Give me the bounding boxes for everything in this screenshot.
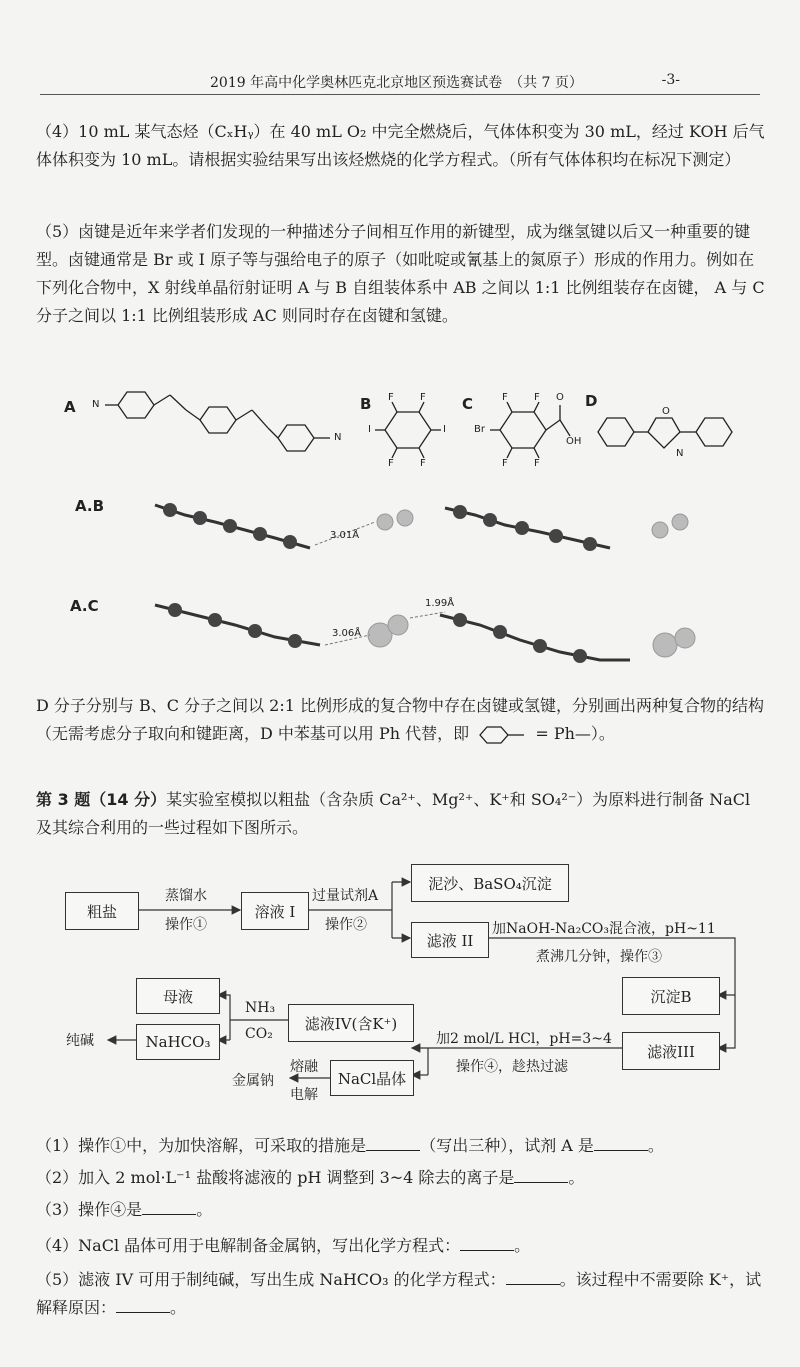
box-nahco3: NaHCO₃ (136, 1024, 220, 1060)
label-c: C (462, 395, 474, 413)
box-solution-1: 溶液 I (241, 892, 309, 930)
box-mother-liquor: 母液 (136, 978, 220, 1014)
sq2-post: 。 (568, 1168, 585, 1187)
text-operation-2: 操作② (325, 917, 367, 933)
answer-blank[interactable] (460, 1236, 514, 1251)
atom-oh-c: OH (566, 436, 582, 447)
followup-text: D 分子分别与 B、C 分子之间以 2:1 比例形成的复合物中存在卤键或氢键，分别画出两种复合物的结构（无需考虑分子取向和键距离，D 中苯基可以用 Ph 代替，即 (36, 696, 765, 743)
text-operation-4: 操作④，趁热过滤 (456, 1059, 568, 1075)
answer-blank[interactable] (594, 1136, 648, 1151)
sq5-post: 。 (170, 1298, 187, 1317)
atom-i-b1: I (368, 424, 371, 435)
label-b: B (360, 395, 372, 413)
atom-n-a1: N (92, 399, 100, 410)
atom-o-d: O (662, 406, 670, 417)
sq1-post: 。 (647, 1136, 664, 1155)
atom-f-b4: F (420, 458, 426, 469)
subquestion-3 (36, 1196, 768, 1224)
box-filtrate-3: 滤液III (622, 1032, 720, 1070)
header-title: 2019 年高中化学奥林匹克北京地区预选赛试卷 （共 7 页） (210, 75, 583, 91)
label-a: A (64, 398, 76, 416)
atom-f-c3: F (502, 458, 508, 469)
atom-f-c1: F (502, 392, 508, 403)
subquestion-1 (36, 1132, 768, 1160)
answer-blank[interactable] (506, 1270, 560, 1285)
box-nacl-crystal: NaCl晶体 (330, 1060, 414, 1096)
answer-blank[interactable] (514, 1168, 568, 1183)
box-sand-baso4: 泥沙、BaSO₄沉淀 (411, 864, 569, 902)
text-boil-operation-3: 煮沸几分钟，操作③ (536, 949, 662, 965)
text-nh3: NH₃ (245, 1000, 276, 1016)
answer-blank[interactable] (116, 1298, 170, 1313)
question-3-intro-text: 某实验室模拟以粗盐（含杂质 Ca²⁺、Mg²⁺、K⁺和 SO₄²⁻）为原料进行制备 NaCl 及其综合利用的一些过程如下图所示。 (36, 790, 751, 837)
text-reagent-a: 过量试剂A (312, 888, 379, 904)
question-5-text: （5）卤键是近年来学者们发现的一种描述分子间相互作用的新键型，成为继氢键以后又一种重要的键型。卤键通常是 Br 或 I 原子等与强给电子的原子（如吡啶或氰基上的氮原子）形成的作用力。例如在下列化合物中，X 射线单晶衍射证明 A 与 B 自组装体系中 AB 之间以 1:1 比例组装存在卤键， A 与 C 分子之间以 1:1 比例组装形成 AC 则同时存在卤键和氢键。 (36, 222, 765, 325)
box-precipitate-b: 沉淀B (622, 977, 720, 1015)
atom-i-b2: I (443, 424, 446, 435)
text-naoh-na2co3: 加NaOH-Na₂CO₃混合液，pH~11 (492, 921, 716, 937)
atom-f-b1: F (388, 392, 394, 403)
sq3-pre: （3）操作④是 (36, 1200, 143, 1219)
label-ac: A.C (70, 597, 99, 615)
label-ab: A.B (75, 497, 105, 515)
atom-br-c: Br (474, 424, 485, 435)
text-sodium-metal: 金属钠 (232, 1073, 274, 1089)
label-d: D (585, 392, 598, 410)
box-crude-salt: 粗盐 (65, 892, 139, 930)
sq1-pre: （1）操作①中，为加快溶解，可采取的措施是 (36, 1136, 367, 1155)
atom-n-a2: N (334, 432, 342, 443)
sq5-mid: 。该过程中不需要除 K⁺，试解释原因： (36, 1270, 762, 1317)
sq5-pre: （5）滤液 IV 可用于制纯碱，写出生成 NaHCO₃ 的化学方程式： (36, 1270, 506, 1289)
sq3-post: 。 (196, 1200, 213, 1219)
atom-n-d: N (676, 448, 684, 459)
distance-ab: 3.01Å (330, 530, 360, 541)
sq4-pre: （4）NaCl 晶体可用于电解制备金属钠，写出化学方程式： (36, 1236, 461, 1255)
page-number: -3- (661, 72, 680, 88)
answer-blank[interactable] (366, 1136, 420, 1151)
text-operation-1: 操作① (165, 917, 207, 933)
atom-o-c: O (556, 392, 564, 403)
atom-f-b2: F (420, 392, 426, 403)
atom-f-c2: F (534, 392, 540, 403)
distance-ac-2: 1.99Å (425, 598, 455, 609)
atom-f-b3: F (388, 458, 394, 469)
box-filtrate-2: 滤液 II (411, 922, 489, 958)
sq4-post: 。 (514, 1236, 531, 1255)
question-4-text: （4）10 mL 某气态烃（CₓHᵧ）在 40 mL O₂ 中完全燃烧后，气体体积变为 30 mL，经过 KOH 后气体体积变为 10 mL。请根据实验结果写出该烃燃烧的化学方程式。（所有气体体积均在标况下测定） (36, 122, 765, 169)
text-distilled-water: 蒸馏水 (165, 888, 207, 904)
box-filtrate-4: 滤液IV(含K⁺) (288, 1004, 414, 1042)
text-soda-ash: 纯碱 (66, 1033, 94, 1049)
followup-end: = Ph—）。 (535, 724, 615, 743)
sq1-mid: （写出三种），试剂 A 是 (420, 1136, 594, 1155)
answer-blank[interactable] (142, 1200, 196, 1215)
text-melt: 熔融 (290, 1059, 318, 1075)
text-co2: CO₂ (245, 1026, 273, 1042)
text-electrolysis: 电解 (290, 1087, 318, 1103)
sq2-pre: （2）加入 2 mol·L⁻¹ 盐酸将滤液的 pH 调整到 3~4 除去的离子是 (36, 1168, 515, 1187)
text-add-hcl: 加2 mol/L HCl，pH=3~4 (436, 1031, 612, 1047)
subquestion-4 (36, 1232, 768, 1260)
atom-f-c4: F (534, 458, 540, 469)
question-3-title: 第 3 题（14 分） (36, 790, 167, 809)
subquestion-2 (36, 1164, 768, 1192)
subquestion-5 (36, 1266, 768, 1322)
distance-ac-1: 3.06Å (332, 628, 362, 639)
